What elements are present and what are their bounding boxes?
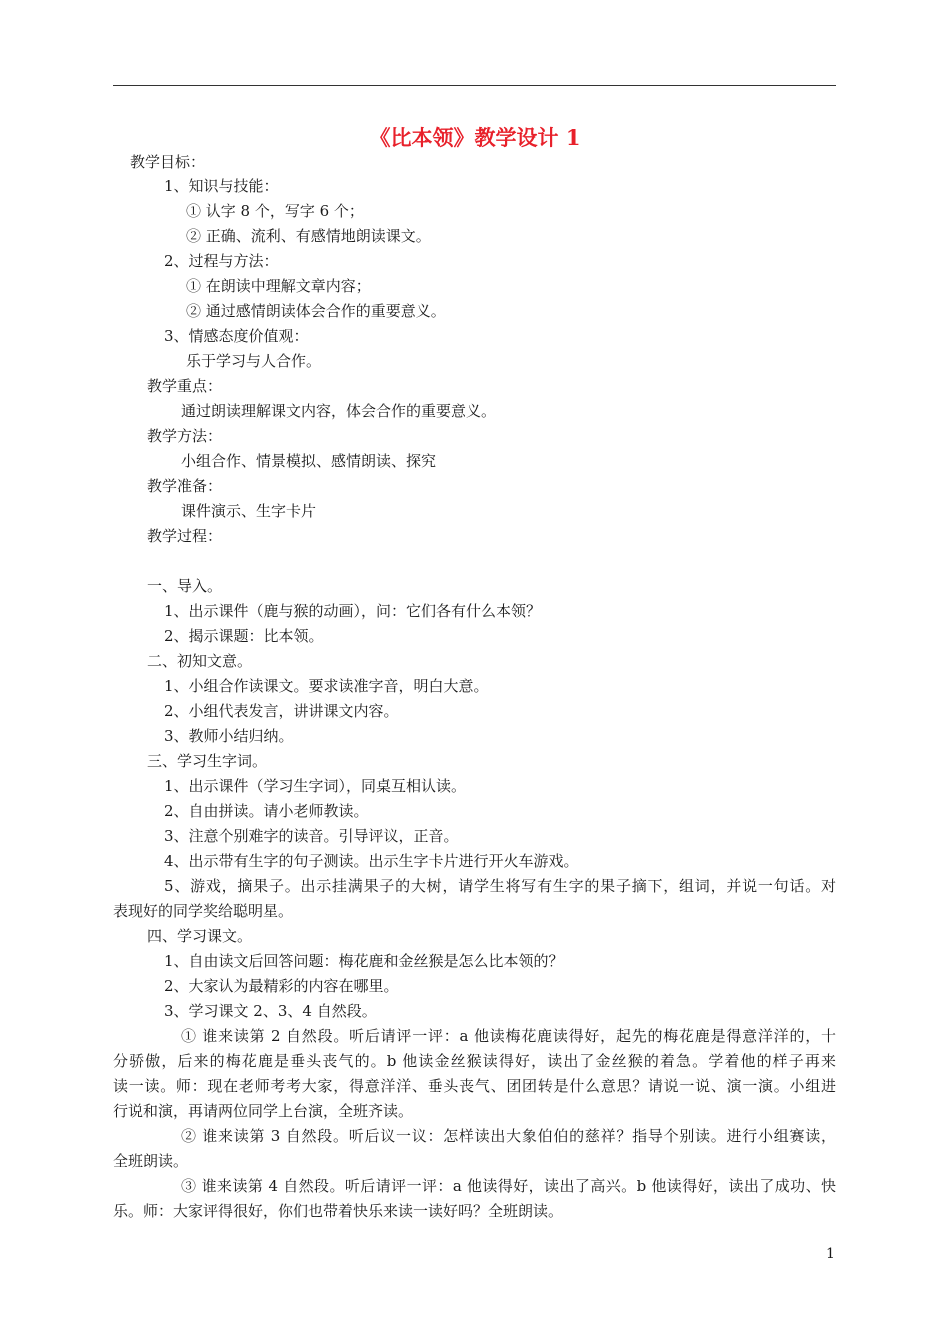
key-point-heading: 教学重点： xyxy=(147,377,223,395)
preparation-heading: 教学准备： xyxy=(147,477,223,495)
section-4-sub-c-line-1: ③ 谁来读第 4 自然段。听后请评一评：a 他读得好，读出了高兴。b 他读得好，读出了成功、快 xyxy=(181,1177,836,1195)
process-heading: 教学过程： xyxy=(147,527,223,545)
section-1-item-1: 1、出示课件（鹿与猴的动画），问：它们各有什么本领？ xyxy=(164,602,542,620)
section-3-heading: 三、学习生字词。 xyxy=(147,752,268,770)
section-3-item-4: 4、出示带有生字的句子测读。出示生字卡片进行开火车游戏。 xyxy=(164,852,579,870)
section-4-item-1: 1、自由读文后回答问题：梅花鹿和金丝猴是怎么比本领的？ xyxy=(164,952,564,970)
section-4-sub-a-line-3: 读一读。师：现在老师考考大家，得意洋洋、垂头丧气、团团转是什么意思？请说一说、演一演。小组进 xyxy=(113,1077,836,1095)
section-3-item-5-line-1: 5、游戏，摘果子。出示挂满果子的大树，请学生将写有生字的果子摘下，组词，并说一句话。对 xyxy=(164,877,836,895)
section-4-item-3: 3、学习课文 2、3、4 自然段。 xyxy=(164,1002,377,1020)
section-4-sub-b-line-2: 全班朗读。 xyxy=(113,1152,189,1170)
section-4-heading: 四、学习课文。 xyxy=(147,927,253,945)
page-number: 1 xyxy=(826,1246,835,1262)
goal-1-item-b: ② 正确、流利、有感情地朗读课文。 xyxy=(186,227,431,245)
section-4-sub-a-line-2: 分骄傲，后来的梅花鹿是垂头丧气的。b 他读金丝猴读得好，读出了金丝猴的着急。学着他的样子再来 xyxy=(113,1052,836,1070)
goal-2-item-a: ① 在朗读中理解文章内容； xyxy=(186,277,371,295)
method-text: 小组合作、情景模拟、感情朗读、探究 xyxy=(181,452,437,470)
goal-1-heading: 1、知识与技能： xyxy=(164,177,279,195)
goal-2-item-b: ② 通过感情朗读体会合作的重要意义。 xyxy=(186,302,446,320)
method-heading: 教学方法： xyxy=(147,427,223,445)
key-point-text: 通过朗读理解课文内容，体会合作的重要意义。 xyxy=(181,402,497,420)
section-4-item-2: 2、大家认为最精彩的内容在哪里。 xyxy=(164,977,399,995)
header-rule xyxy=(113,85,836,86)
document-title: 《比本领》教学设计 1 xyxy=(369,125,581,150)
section-1-item-2: 2、揭示课题：比本领。 xyxy=(164,627,324,645)
goal-2-heading: 2、过程与方法： xyxy=(164,252,279,270)
section-2-item-1: 1、小组合作读课文。要求读准字音，明白大意。 xyxy=(164,677,489,695)
section-4-sub-b-line-1: ② 谁来读第 3 自然段。听后议一议：怎样读出大象伯伯的慈祥？指导个别读。进行小组赛读， xyxy=(181,1127,836,1145)
section-1-heading: 一、导入。 xyxy=(147,577,223,595)
goals-heading: 教学目标： xyxy=(130,153,206,171)
goal-3-item-a: 乐于学习与人合作。 xyxy=(186,352,322,370)
section-4-sub-a-line-1: ① 谁来读第 2 自然段。听后请评一评：a 他读梅花鹿读得好，起先的梅花鹿是得意洋洋的，十 xyxy=(181,1027,836,1045)
section-3-item-3: 3、注意个别难字的读音。引导评议，正音。 xyxy=(164,827,459,845)
goal-1-item-a: ① 认字 8 个，写字 6 个； xyxy=(186,202,364,220)
section-3-item-2: 2、自由拼读。请小老师教读。 xyxy=(164,802,369,820)
section-2-item-3: 3、教师小结归纳。 xyxy=(164,727,294,745)
section-2-heading: 二、初知文意。 xyxy=(147,652,253,670)
preparation-text: 课件演示、生字卡片 xyxy=(181,502,317,520)
section-3-item-1: 1、出示课件（学习生字词），同桌互相认读。 xyxy=(164,777,467,795)
section-4-sub-c-line-2: 乐。师：大家评得很好，你们也带着快乐来读一读好吗？全班朗读。 xyxy=(113,1202,564,1220)
section-3-item-5-line-2: 表现好的同学奖给聪明星。 xyxy=(113,902,294,920)
section-2-item-2: 2、小组代表发言，讲讲课文内容。 xyxy=(164,702,399,720)
goal-3-heading: 3、情感态度价值观： xyxy=(164,327,309,345)
section-4-sub-a-line-4: 行说和演，再请两位同学上台演，全班齐读。 xyxy=(113,1102,414,1120)
